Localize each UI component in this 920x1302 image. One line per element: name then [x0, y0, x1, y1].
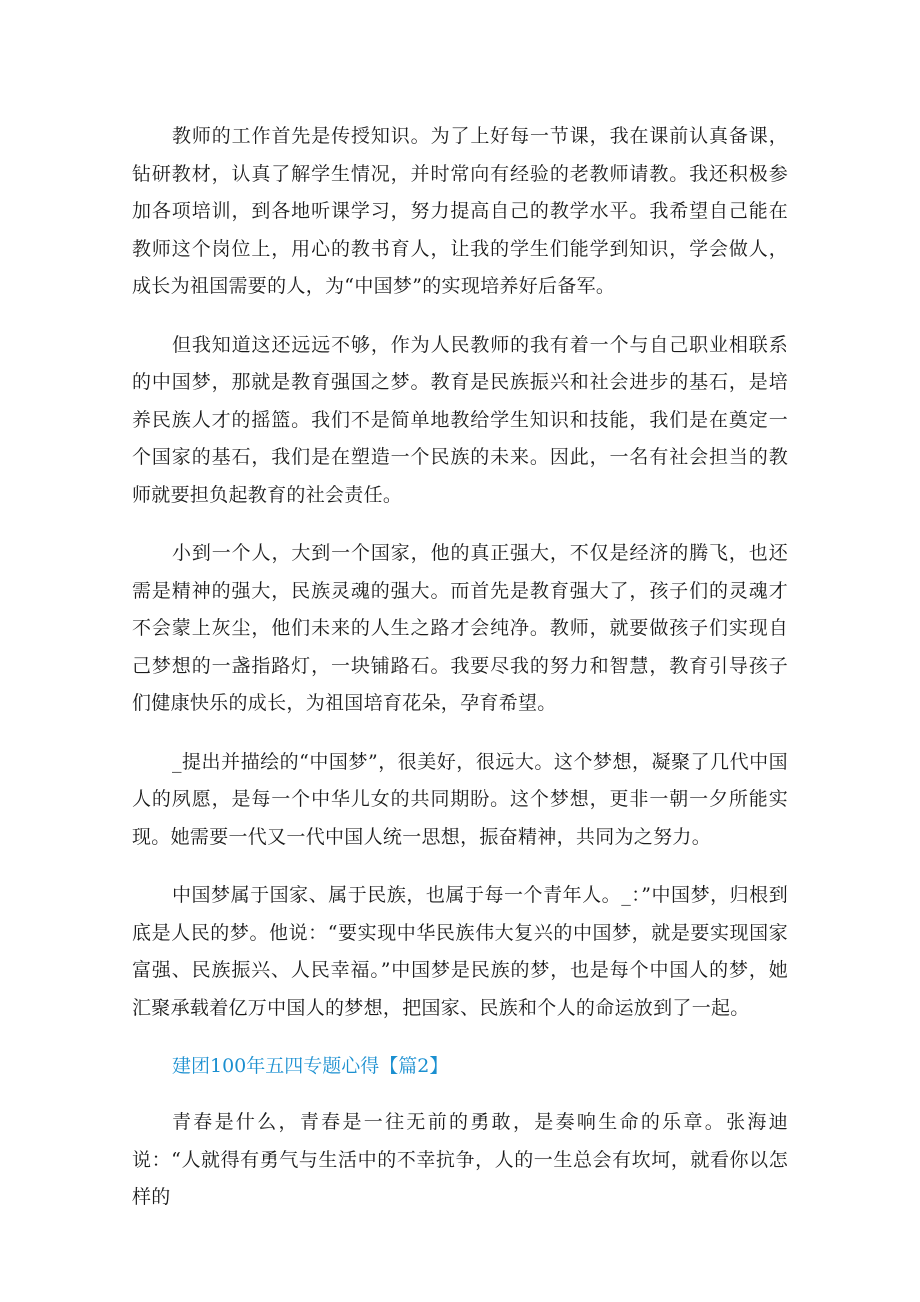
paragraph-education-dream: 但我知道这还远远不够，作为人民教师的我有着一个与自己职业相联系的中国梦，那就是教育强国之梦。教育是民族振兴和社会进步的基石，是培养民族人才的摇篮。我们不是简单地教给学生知识和技能，我们是在奠定一个国家的基石，我们是在塑造一个民族的未来。因此，一名有社会担当的教师就要担负起教育的社会责任。 [132, 333, 788, 506]
paragraph-teacher-work: 教师的工作首先是传授知识。为了上好每一节课，我在课前认真备课，钻研教材，认真了解学生情况，并时常向有经验的老教师请教。我还积极参加各项培训，到各地听课学习，努力提高自己的教学水平。我希望自己能在教师这个岗位上，用心的教书育人，让我的学生们能学到知识，学会做人，成长为祖国需要的人，为“中国梦”的实现培养好后备军。 [132, 125, 788, 297]
document-page [132, 118, 788, 1238]
paragraph-people-dream: 中国梦属于国家、属于民族，也属于每一个青年人。_：”中国梦，归根到底是人民的梦。他说：“要实现中华民族伟大复兴的中国梦，就是要实现国家富强、民族振兴、人民幸福。”中国梦是民族的梦，也是每个中国人的梦，她汇聚承载着亿万中国人的梦想，把国家、民族和个人的命运放到了一起。 [132, 884, 788, 1019]
section-heading: 建团100年五四专题心得【篇2】 [172, 1055, 449, 1077]
paragraph-china-dream: _提出并描绘的“中国梦”，很美好，很远大。这个梦想，凝聚了几代中国人的夙愿，是每一个中华儿女的共同期盼。这个梦想，更非一朝一夕所能实现。她需要一代又一代中国人统一思想，振奋精神，共同为之努力。 [132, 750, 788, 848]
paragraph-spiritual-strength: 小到一个人，大到一个国家，他的真正强大，不仅是经济的腾飞，也还需是精神的强大，民族灵魂的强大。而首先是教育强大了，孩子们的灵魂才不会蒙上灰尘，他们未来的人生之路才会纯净。教师，就要做孩子们实现自己梦想的一盏指路灯，一块铺路石。我要尽我的努力和智慧，教育引导孩子们健康快乐的成长，为祖国培育花朵，孕育希望。 [132, 542, 788, 714]
paragraph-youth: 青春是什么，青春是一往无前的勇敢，是奏响生命的乐章。张海迪说：“人就得有勇气与生活中的不幸抗争，人的一生总会有坎坷，就看你以怎样的 [132, 1111, 788, 1208]
